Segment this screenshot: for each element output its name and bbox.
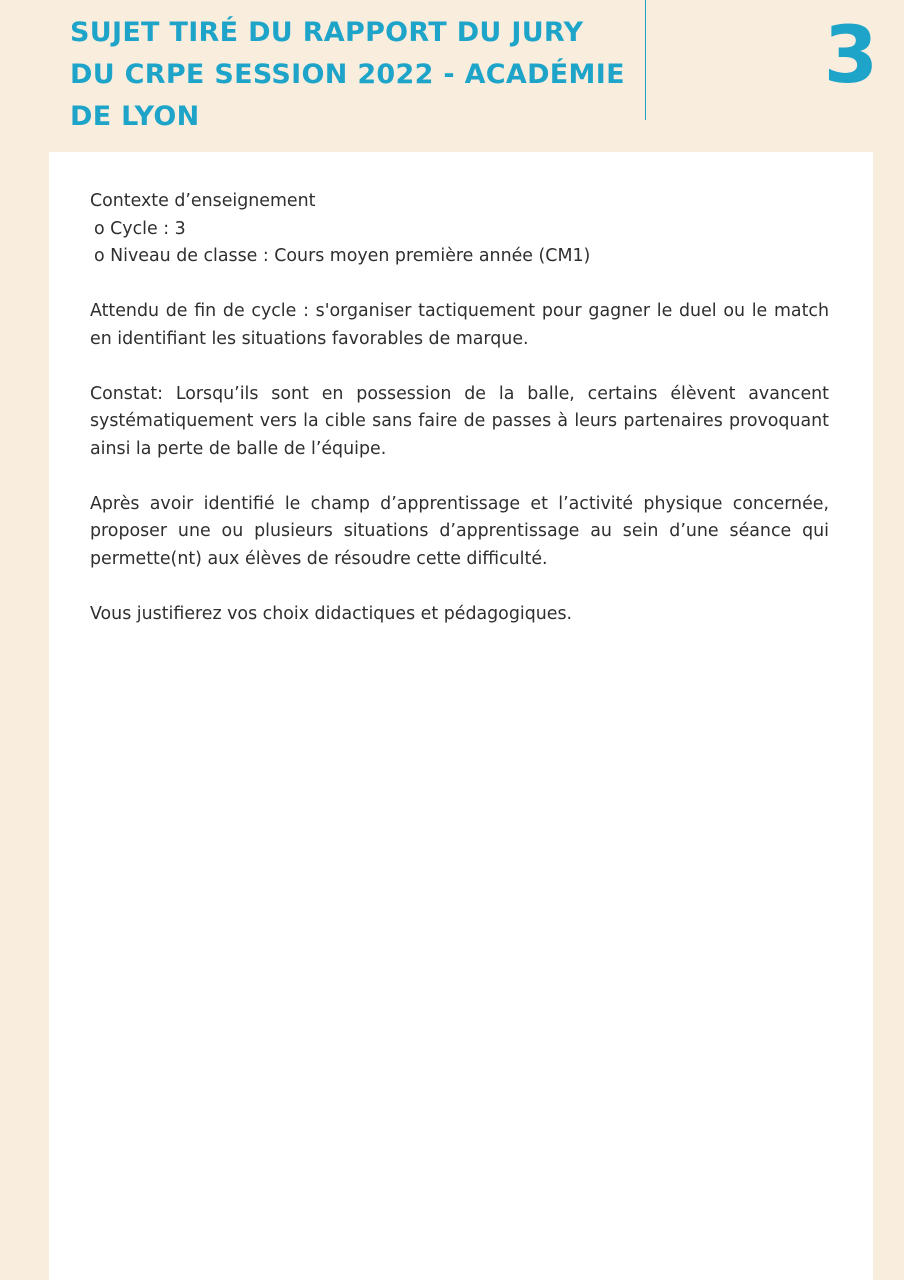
expected-outcome-paragraph: Attendu de fin de cycle : s'organiser tactiquement pour gagner le duel ou le match en identifiant les situations favorables de marque. [90,301,829,349]
content-card [49,152,873,1280]
task-paragraph: Après avoir identifié le champ d’apprentissage et l’activité physique concernée, proposer une ou plusieurs situations d’apprentissage au sein d’une séance qui permette(nt) aux élèves de résoudre cette difficulté. [90,493,829,569]
context-item-cycle: o Cycle : 3 [94,218,186,239]
page-number: 3 [823,11,878,101]
context-item-level: o Niveau de classe : Cours moyen première année (CM1) [94,246,591,266]
context-block [90,188,829,271]
observation-paragraph: Constat: Lorsqu’ils sont en possession de la balle, certains élèvent avancent systématiquement vers la cible sans faire de passes à leurs partenaires provoquant ainsi la perte de balle de l’équipe. [90,383,829,459]
subject-text [90,188,829,656]
header-divider [645,0,646,120]
context-heading: Contexte d’enseignement [90,191,316,211]
page-title: SUJET TIRÉ DU RAPPORT DU JURY DU CRPE SESSION 2022 - ACADÉMIE DE LYON [70,17,625,132]
justification-paragraph: Vous justifierez vos choix didactiques et pédagogiques. [90,603,573,624]
